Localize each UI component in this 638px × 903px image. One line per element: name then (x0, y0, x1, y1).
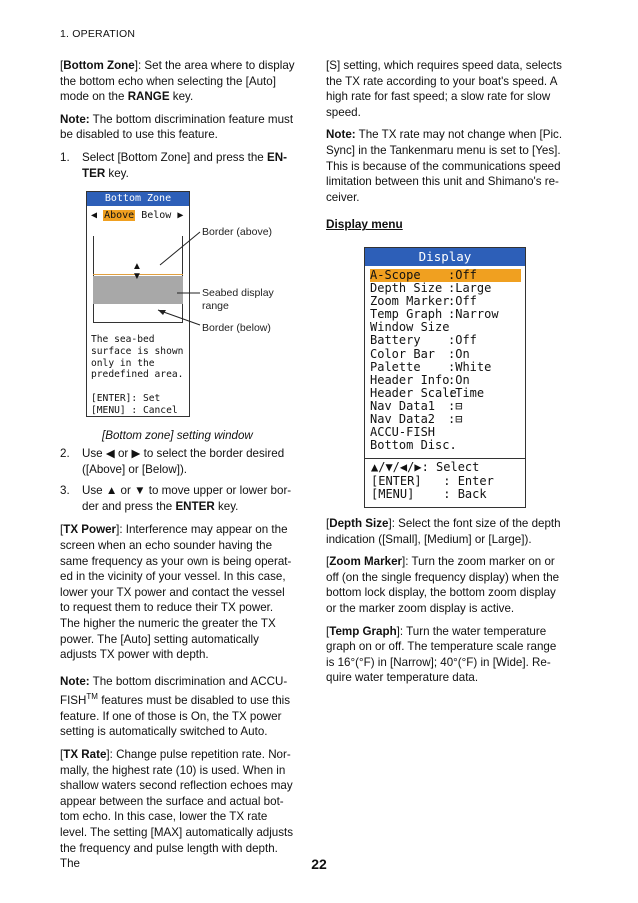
display-menu-title: Display (365, 248, 525, 266)
note-tx-rate: Note: The TX rate may not change when [Pic. Sync] in the Tankenmaru menu is set to [Yes]. This is because of the communications speed limitation between this unit and Shimano's re-ceiver. (326, 128, 563, 204)
bottom-zone-paragraph: [Bottom Zone]: Set the area where to display the bottom echo when selecting the [Auto] mode on the RANGE key. (60, 59, 295, 104)
menu-item-value: :Off (448, 333, 477, 348)
menu-item-value: :Time (448, 385, 485, 400)
menu-item-label: Battery (370, 333, 421, 348)
menu-item-label: Header Scale (370, 385, 457, 400)
menu-item-value: :Narrow (448, 307, 499, 322)
menu-item-label: Nav Data2 (370, 412, 436, 427)
temp-graph-paragraph: [Temp Graph]: Turn the water temperature graph on or off. The temperature scale range is 16°(°F) in [Narrow]; 40°(°F) in [Wide]. Re-quire water temperature data. (326, 624, 557, 685)
menu-item[interactable] (370, 348, 521, 361)
menu-item-label: Zoom Marker (370, 294, 450, 309)
display-menu-heading: Display menu (326, 217, 403, 232)
menu-item-value: :White (448, 359, 492, 374)
step-1: 1. Select [Bottom Zone] and press the EN-TER key. (60, 150, 287, 180)
right-column (326, 58, 564, 240)
menu-item-value: :On (448, 346, 470, 361)
tx-rate-continued: [S] setting, which requires speed data, selects the TX rate according to your boat's speed. A high rate for fast speed; a slow rate for slow speed. (326, 59, 562, 119)
menu-item-value: :⊟ (448, 398, 463, 413)
tx-power-paragraph: [TX Power]: Interference may appear on the screen when an echo sounder having the same frequency as your own is being operat-ed in the vicinity of your vessel. In this case, lower your TX power and contact the vessel to request them to reduce their TX power. The higher the numeric the greater the TX power. The [Auto] setting automatically adjusts TX power with depth. (60, 523, 292, 662)
display-menu-items (365, 266, 525, 452)
step-3: 3. Use ▲ or ▼ to move upper or lower bor-der and press the ENTER key. (60, 484, 292, 513)
menu-item[interactable] (370, 439, 521, 452)
note-bottom-discrimination: Note: The bottom discrimination feature must be disabled to use this feature. (60, 112, 294, 142)
menu-item-value: :Off (448, 294, 477, 309)
step-2: 2. Use ◀ or ▶ to select the border desired ([Above] or [Below]). (60, 447, 285, 476)
menu-item-value: :⊟ (448, 412, 463, 427)
menu-item-label: Header Info (370, 372, 450, 387)
menu-item-label: Nav Data1 (370, 398, 436, 413)
above-option: Above (104, 210, 135, 221)
zoom-marker-paragraph: [Zoom Marker]: Turn the zoom marker on or off (on the single frequency display) when the bottom lock display, the bottom zoom display or the marker zoom display is active. (326, 555, 560, 615)
below-option: Below (141, 210, 172, 221)
right-arrow-icon: ▶ (177, 210, 184, 221)
menu-item-label: Color Bar (370, 346, 436, 361)
callout-border-below: Border (below) (202, 322, 271, 334)
menu-item[interactable] (370, 334, 521, 347)
callout-seabed-range: Seabed display range (202, 287, 274, 312)
section-header: 1. OPERATION (60, 28, 136, 40)
display-menu-window (364, 247, 526, 508)
bottom-zone-help: The sea-bed surface is shown only in the predefined area. [ENTER]: Set [MENU] : Cancel (91, 334, 184, 416)
depth-size-paragraph: [Depth Size]: Select the font size of the depth indication ([Small], [Medium] or [Large]). (326, 517, 561, 546)
tx-rate-paragraph: [TX Rate]: Change pulse repetition rate. Nor-mally, the highest rate (10) is used. When in shallow waters second reflection echoes may appear between the surface and actual bot-tom echo. In this case, lower the TX rate level. The setting [MAX] automatically adjusts the frequency and pulse length with depth. The (60, 747, 294, 871)
menu-item-value: :On (448, 372, 470, 387)
menu-item-value: :Off (448, 268, 477, 282)
menu-item[interactable] (370, 361, 521, 374)
menu-item[interactable] (370, 374, 521, 387)
bottom-zone-caption: [Bottom zone] setting window (102, 429, 253, 442)
left-arrow-icon: ◀ (91, 210, 98, 221)
page-number: 22 (311, 856, 327, 872)
menu-item-value: :Large (448, 281, 492, 296)
callout-border-above: Border (above) (202, 226, 273, 238)
menu-item-label: ACCU-FISH (370, 425, 436, 440)
menu-item-label: A-Scope (370, 268, 421, 282)
menu-item-label: Depth Size (370, 281, 443, 296)
menu-item-label: Temp Graph (370, 307, 443, 322)
bottom-zone-title: Bottom Zone (87, 192, 189, 206)
menu-item-label: Window Size (370, 320, 450, 335)
right-column-lower (326, 516, 564, 693)
menu-item[interactable] (370, 387, 521, 400)
up-down-arrows-icon: ▲ ▼ (132, 261, 142, 282)
left-column-lower (60, 446, 296, 879)
menu-item-label: Palette (370, 359, 421, 374)
menu-key-help: ▲/▼/◀/▶: Select [ENTER] : Enter [MENU] : Back (371, 460, 494, 502)
note-tx-power: Note: The bottom discrimination and ACCU-FISH™ features must be disabled to use this feature. If one of those is On, the TX power setting is automatically switched to Auto. (60, 674, 291, 739)
menu-item-label: Bottom Disc. (370, 438, 457, 453)
